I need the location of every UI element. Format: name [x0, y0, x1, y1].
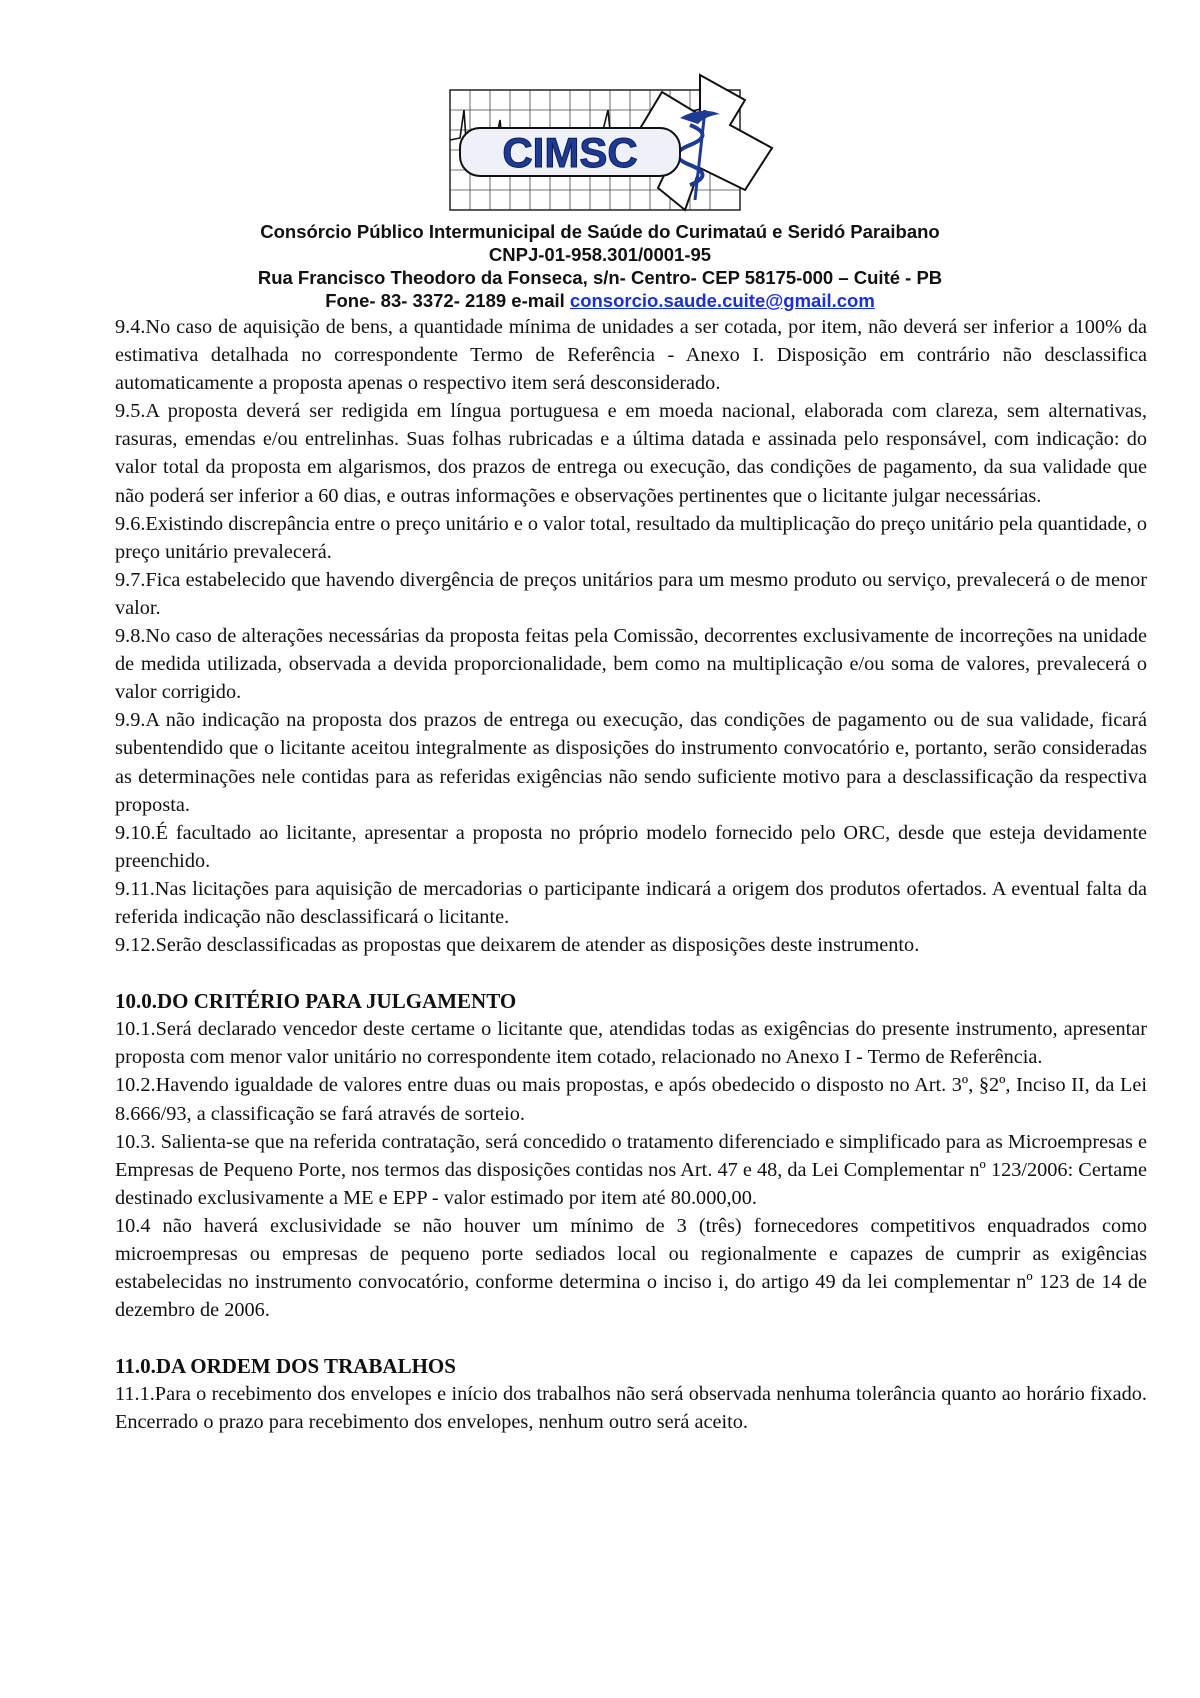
- clause-11-1: 11.1.Para o recebimento dos envelopes e início dos trabalhos não será observada nenhuma tolerância quanto ao horário fixado. Encerrado o prazo para recebimento dos envelopes, nenhum outro será aceito.: [115, 1383, 1147, 1434]
- letterhead: [0, 70, 1200, 312]
- clause-10-2: 10.2.Havendo igualdade de valores entre duas ou mais propostas, e após obedecido o disposto no Art. 3º, §2º, Inciso II, da Lei 8.666/93, a classificação se fará através de sorteio.: [115, 1074, 1147, 1125]
- clause-9-10: 9.10.É facultado ao licitante, apresentar a proposta no próprio modelo fornecido pelo ORC, desde que esteja devidamente preenchido.: [115, 821, 1147, 872]
- clause-9-7: 9.7.Fica estabelecido que havendo divergência de preços unitários para um mesmo produto ou serviço, prevalecerá o de menor valor.: [115, 568, 1147, 619]
- section-gap: [115, 959, 1147, 987]
- contact-line: [0, 289, 1200, 312]
- logo-text: CIMSC: [502, 129, 638, 176]
- clause-10-3: 10.3. Salienta-se que na referida contratação, será concedido o tratamento diferenciado e simplificado para as Microempresas e Empresas de Pequeno Porte, nos termos das disposições contidas nos Art. 47 e 48, da Lei Complementar nº 123/2006: Certame destinado exclusivamente a ME e EPP - valor estimado por item até 80.000,00.: [115, 1130, 1147, 1209]
- section-gap: [115, 1324, 1147, 1352]
- email-link[interactable]: consorcio.saude.cuite@gmail.com: [569, 290, 875, 311]
- clause-10-1: 10.1.Será declarado vencedor deste certame o licitante que, atendidas todas as exigências do presente instrumento, apresentar proposta com menor valor unitário no correspondente item cotado, relacionado no Anexo I - Termo de Referência.: [115, 1018, 1147, 1069]
- cnpj: CNPJ-01-958.301/0001-95: [488, 244, 712, 265]
- phone-text: Fone- 83- 3372- 2189 e-mail: [325, 290, 570, 311]
- clause-9-4: 9.4.No caso de aquisição de bens, a quantidade mínima de unidades a ser cotada, por item, não deverá ser inferior a 100% da estimativa detalhada no correspondente Termo de Referência - Anexo I. Disposição em contrário não desclassifica automaticamente a proposta apenas o respectivo item será desconsiderado.: [115, 316, 1147, 395]
- address: Rua Francisco Theodoro da Fonseca, s/n- Centro- CEP 58175-000 – Cuité - PB: [257, 267, 943, 288]
- clause-9-11: 9.11.Nas licitações para aquisição de mercadorias o participante indicará a origem dos produtos ofertados. A eventual falta da referida indicação não desclassificará o licitante.: [115, 877, 1147, 928]
- section-10-heading: 10.0.DO CRITÉRIO PARA JULGAMENTO: [115, 989, 517, 1014]
- clause-10-4: 10.4 não haverá exclusividade se não houver um mínimo de 3 (três) fornecedores competitivos enquadrados como microempresas ou empresas de pequeno porte sediados local ou regionalmente e capazes de cumprir as exigências estabelecidas no instrumento convocatório, conforme determina o inciso i, do artigo 49 da lei complementar nº 123 de 14 de dezembro de 2006.: [115, 1214, 1147, 1322]
- clause-9-12: 9.12.Serão desclassificadas as propostas que deixarem de atender as disposições deste instrumento.: [115, 934, 920, 957]
- document-body: [115, 313, 1147, 1437]
- consortium-name: Consórcio Público Intermunicipal de Saúde do Curimataú e Seridó Paraibano: [260, 221, 940, 242]
- cimsc-logo: [400, 70, 800, 220]
- clause-9-6: 9.6.Existindo discrepância entre o preço unitário e o valor total, resultado da multiplicação do preço unitário pela quantidade, o preço unitário prevalecerá.: [115, 512, 1147, 563]
- clause-9-5: 9.5.A proposta deverá ser redigida em língua portuguesa e em moeda nacional, elaborada com clareza, sem alternativas, rasuras, emendas e/ou entrelinhas. Suas folhas rubricadas e a última datada e assinada pelo responsável, com indicação: do valor total da proposta em algarismos, dos prazos de entrega ou execução, das condições de pagamento, da sua validade que não poderá ser inferior a 60 dias, e outras informações e observações pertinentes que o licitante julgar necessárias.: [115, 400, 1147, 507]
- clause-9-9: 9.9.A não indicação na proposta dos prazos de entrega ou execução, das condições de pagamento ou de sua validade, ficará subentendido que o licitante aceitou integralmente as disposições do instrumento convocatório e, portanto, serão consideradas as determinações nele contidas para as referidas exigências não sendo suficiente motivo para a desclassificação da respectiva proposta.: [115, 709, 1147, 816]
- clause-9-8: 9.8.No caso de alterações necessárias da proposta feitas pela Comissão, decorrentes exclusivamente de incorreções na unidade de medida utilizada, observada a devida proporcionalidade, bem como na multiplicação e/ou soma de valores, prevalecerá o valor corrigido.: [115, 625, 1147, 704]
- section-11-heading: 11.0.DA ORDEM DOS TRABALHOS: [115, 1354, 456, 1379]
